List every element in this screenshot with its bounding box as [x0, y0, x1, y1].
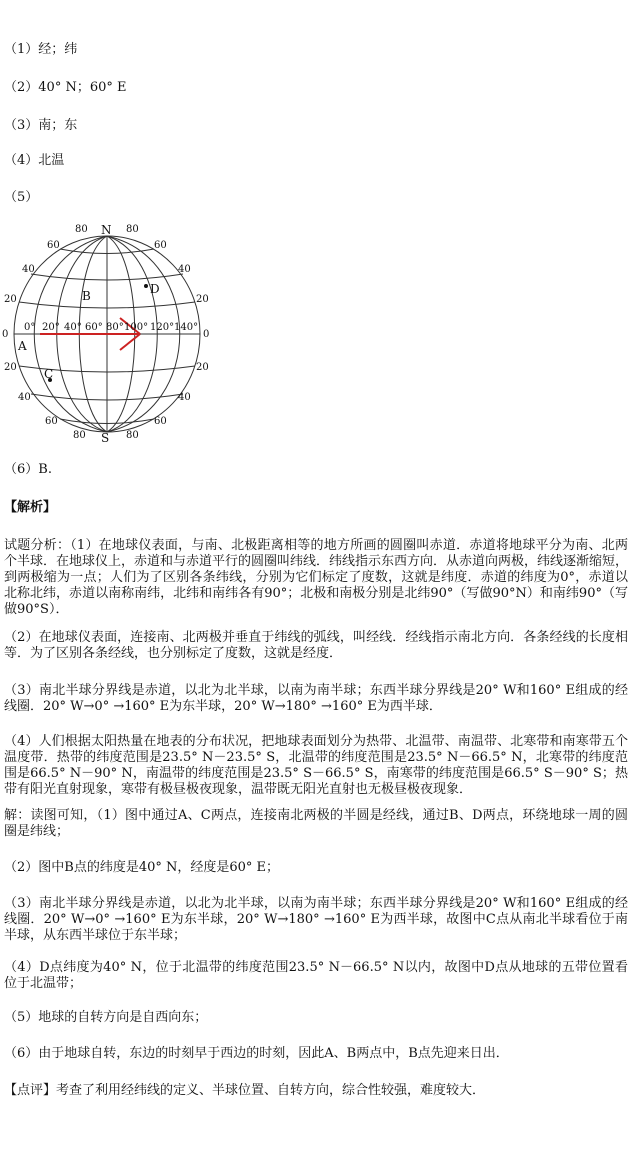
lat-label-left: 40	[18, 392, 31, 403]
point-d-label: D	[150, 282, 160, 296]
point-d-marker	[144, 284, 148, 288]
lon-label: 20°	[42, 322, 60, 333]
north-label: N	[101, 223, 112, 237]
lat-label-left: 80	[73, 430, 86, 441]
lon-label: 80°	[106, 322, 124, 333]
answer-2: （2）40° N；60° E	[4, 80, 127, 95]
lat-label-right: 40	[178, 392, 191, 403]
analysis-paragraph-1: 试题分析：（1）在地球仪表面，与南、北极距离相等的地方所画的圆圈叫赤道．赤道将地球平分为南、北两个半球．在地球仪上，赤道和与赤道平行的圆圈叫纬线．纬线指示东西方向．从赤道向两极，纬线逐渐缩短，到两极缩为一点；人们为了区别各条纬线，分别为它们标定了度数，这就是纬度．赤道的纬度为0°，赤道以北称北纬，赤道以南称南纬，北纬和南纬各有90°；北极和南极分别是北纬90°（写做90°N）和南纬90°（写做90°S）．	[4, 538, 629, 617]
analysis-paragraph-2: （2）在地球仪表面，连接南、北两极并垂直于纬线的弧线，叫经线．经线指示南北方向．各条经线的长度相等．为了区别各条经线，也分别标定了度数，这就是经度．	[4, 630, 628, 661]
lat-label-left: 60	[45, 416, 58, 427]
lat-label-right: 60	[154, 240, 167, 251]
analysis-paragraph-3: （3）南北半球分界线是赤道，以北为北半球，以南为南半球；东西半球分界线是20° W和160° E组成的经线圈．20° W→0° →160° E为东半球，20° W→180° →160° E为西半球．	[4, 683, 628, 714]
answer-6: （6）B.	[4, 462, 52, 477]
lat-label-right: 80	[126, 430, 139, 441]
lat-label-left: 80	[75, 224, 88, 235]
solution-paragraph-6: （6）由于地球自转，东边的时刻早于西边的时刻，因此A、B两点中，B点先迎来日出．	[4, 1046, 509, 1061]
lon-label: 60°	[85, 322, 103, 333]
answer-3: （3）南；东	[4, 118, 78, 133]
answer-1: （1）经；纬	[4, 42, 78, 57]
lat-label-left: 0	[2, 329, 9, 340]
point-a-label: A	[18, 339, 27, 353]
lat-label-right: 20	[196, 294, 209, 305]
lon-label: 120°	[150, 322, 175, 333]
lat-label-right: 0	[203, 329, 210, 340]
analysis-paragraph-4: （4）人们根据太阳热量在地表的分布状况，把地球表面划分为热带、北温带、南温带、北寒带和南寒带五个温度带．热带的纬度范围是23.5° N－23.5° S，北温带的纬度范围是23.5° N－66.5° N，北寒带的纬度范围是66.5° N－90° N，南温带的纬度范围是23.5° S－66.5° S，南寒带的纬度范围是66.5° S－90° S；热带有阳光直射现象，寒带有极昼极夜现象，温带既无阳光直射也无极昼极夜现象．	[4, 734, 628, 797]
lat-label-right: 20	[196, 362, 209, 373]
solution-paragraph-3: （3）南北半球分界线是赤道，以北为北半球，以南为南半球；东西半球分界线是20° W和160° E组成的经线圈．20° W→0° →160° E为东半球，20° W→180° →160° E为西半球，故图中C点从南北半球看位于南半球，从东西半球位于东半球；	[4, 896, 628, 943]
solution-paragraph-5: （5）地球的自转方向是自西向东；	[4, 1010, 208, 1025]
lat-label-left: 60	[47, 240, 60, 251]
south-label: S	[101, 431, 110, 443]
analysis-heading: 【解析】	[4, 500, 57, 515]
lat-label-left: 20	[4, 362, 17, 373]
lon-label: 100°	[124, 322, 149, 333]
lat-label-right: 40	[178, 264, 191, 275]
lon-label: 140°	[174, 322, 199, 333]
lat-label-left: 40	[22, 264, 35, 275]
answer-5: （5）	[4, 190, 39, 205]
lat-label-right: 60	[154, 416, 167, 427]
solution-paragraph-1: 解：读图可知，（1）图中通过A、C两点，连接南北两极的半圆是经线，通过B、D两点，环绕地球一周的圆圈是纬线；	[4, 808, 628, 839]
lat-label-left: 20	[4, 294, 17, 305]
comment: 【点评】考查了利用经纬线的定义、半球位置、自转方向，综合性较强，难度较大．	[4, 1083, 486, 1098]
solution-paragraph-4: （4）D点纬度为40° N，位于北温带的纬度范围23.5° N－66.5° N以内，故图中D点从地球的五带位置看位于北温带；	[4, 960, 628, 991]
lon-label: 0°	[24, 322, 36, 333]
answer-4: （4）北温	[4, 153, 65, 168]
lon-label: 40°	[64, 322, 82, 333]
point-b-label: B	[82, 289, 91, 303]
point-c-label: C	[44, 367, 54, 381]
globe-diagram	[0, 218, 215, 443]
solution-paragraph-2: （2）图中B点的纬度是40° N，经度是60° E；	[4, 860, 280, 875]
lat-label-right: 80	[126, 224, 139, 235]
